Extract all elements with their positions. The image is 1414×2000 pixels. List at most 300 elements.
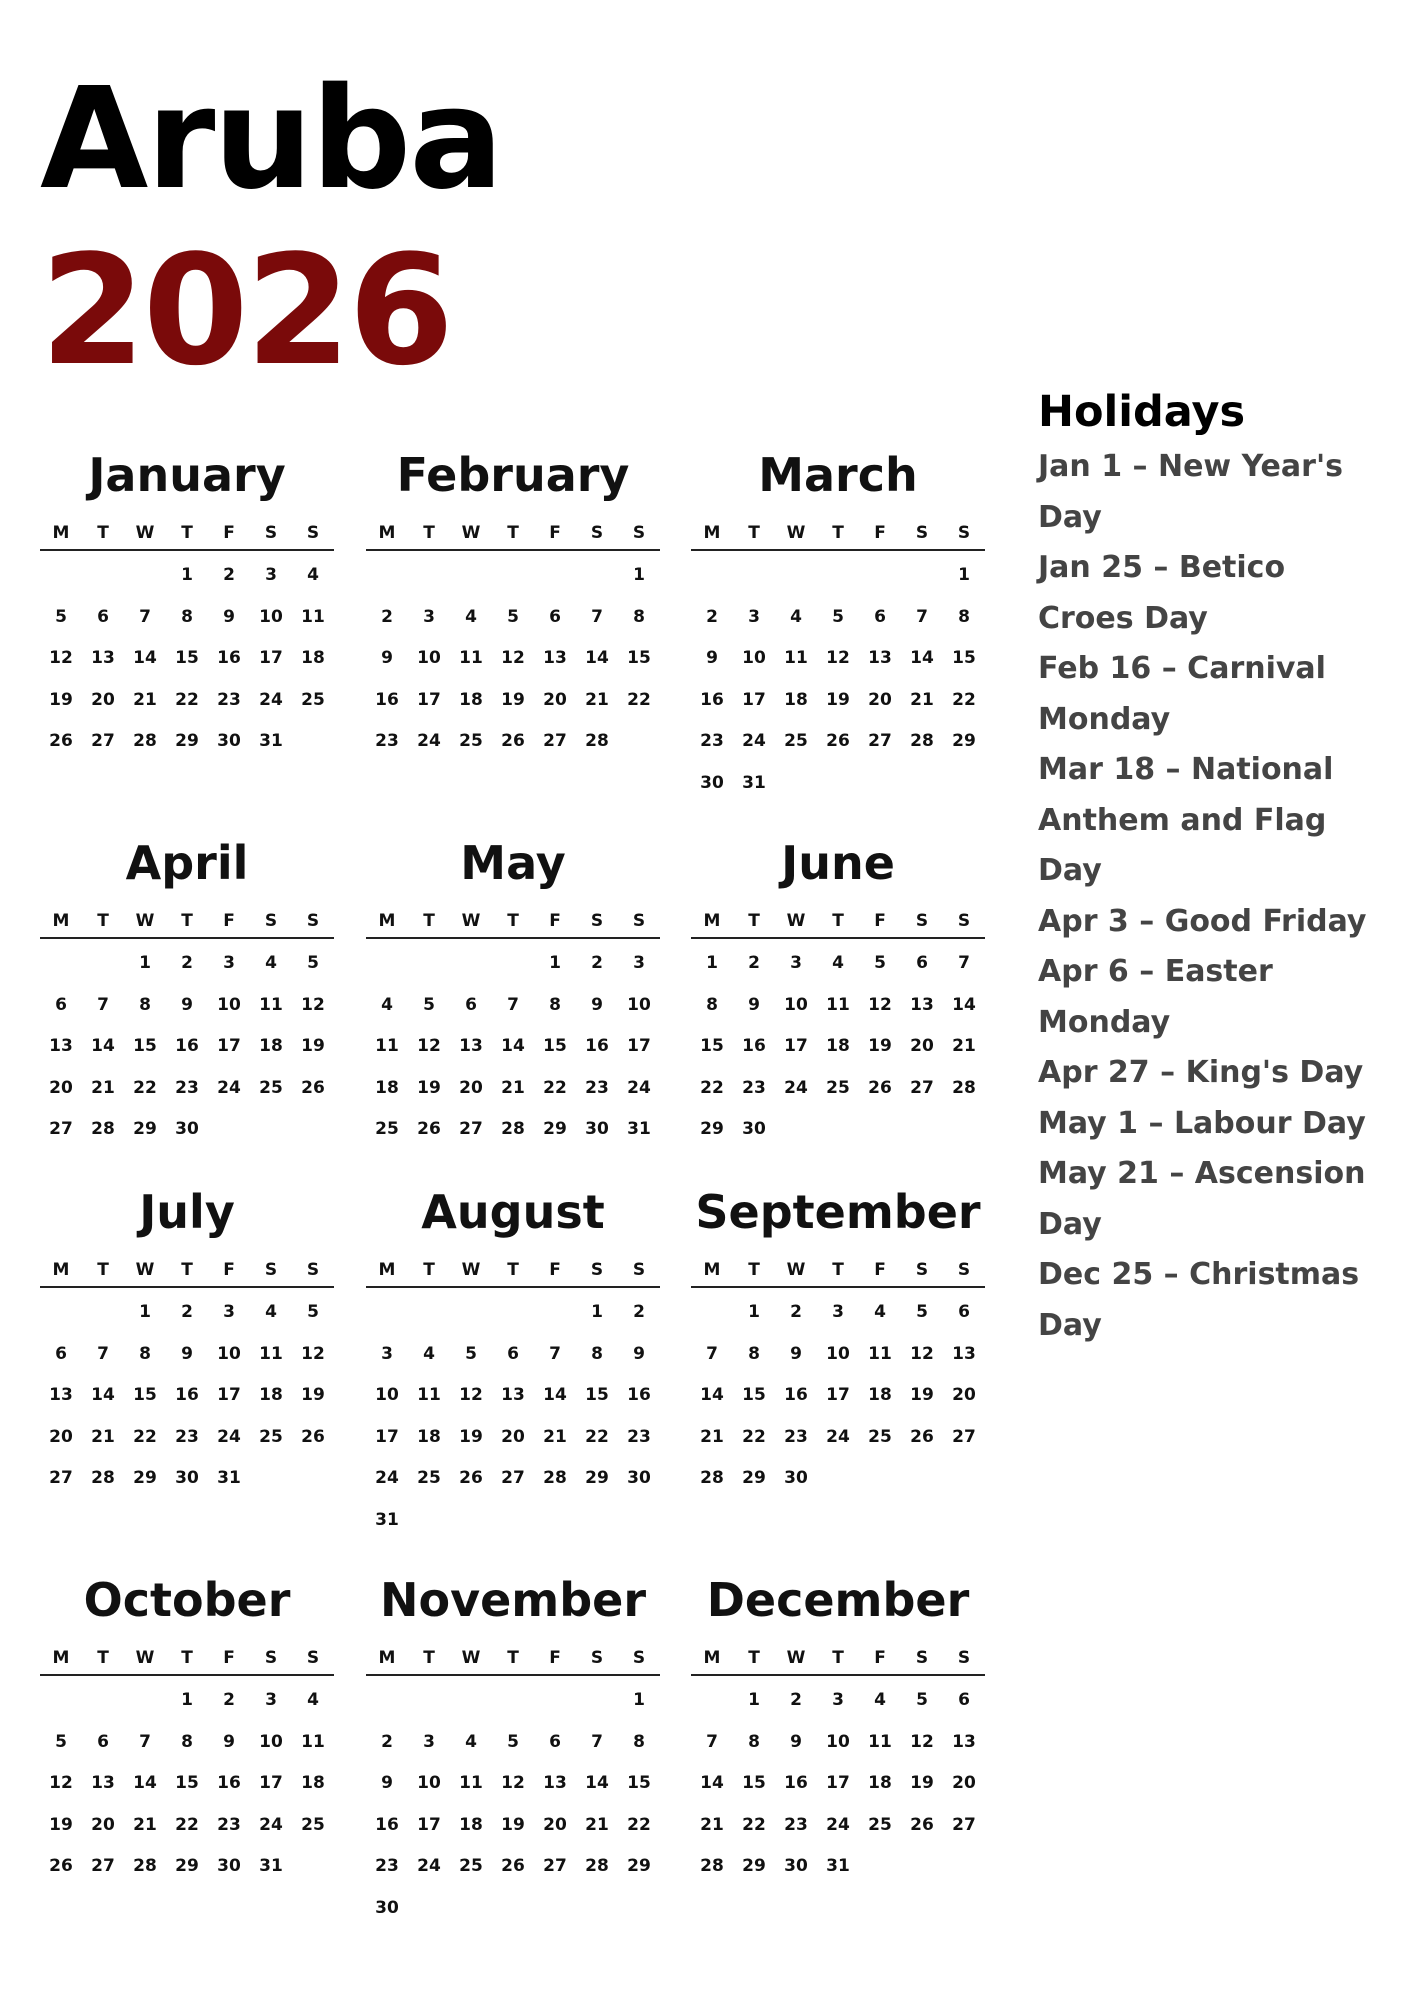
day-cell: 8 [748,1343,760,1364]
weekday-label: S [957,911,971,931]
day-cell: 24 [217,1426,241,1447]
day-cell: 16 [784,1385,808,1405]
day-cell: 13 [459,1036,483,1056]
month-name: December [706,1573,970,1627]
day-grid [40,939,334,1151]
day-cell: 8 [181,1731,193,1752]
day-grid [691,1676,985,1888]
week-row [691,1722,985,1764]
day-cell [40,1680,82,1722]
weekday-label: T [748,1260,760,1280]
weekday-label: M [52,523,70,543]
week-row [40,721,334,763]
holiday-list [1038,442,1398,1351]
day-grid [366,1288,660,1541]
day-cell: 7 [139,1731,151,1752]
holiday-line: Monday [1038,701,1171,737]
day-cell: 15 [627,1773,651,1793]
weekday-label: T [423,523,435,543]
weekday-label: F [223,1648,235,1668]
weekday-label: F [874,523,886,543]
day-cell: 23 [375,731,399,751]
week-row [691,985,985,1027]
day-cell: 2 [381,606,393,627]
day-cell: 1 [139,953,151,973]
week-row [691,1334,985,1376]
day-cell [492,1292,534,1334]
day-cell: 28 [133,731,157,751]
weekday-label: S [590,911,604,931]
day-cell: 28 [910,731,934,751]
week-row [366,1846,660,1888]
weekday-label: T [507,1648,519,1668]
day-cell: 10 [217,994,241,1015]
day-cell: 8 [181,606,193,627]
day-cell: 17 [259,1773,283,1793]
day-cell [901,1846,943,1888]
day-cell: 23 [217,689,241,710]
day-cell: 28 [501,1119,525,1139]
day-cell: 21 [133,689,157,710]
day-cell: 7 [139,606,151,627]
day-cell: 13 [91,648,115,668]
day-cell: 7 [706,1731,718,1752]
day-cell: 15 [133,1036,157,1056]
day-cell: 27 [49,1468,73,1488]
day-cell: 19 [910,1385,934,1405]
day-cell: 26 [501,1856,525,1876]
month-december [691,1570,985,1888]
holiday-line: Day [1038,1307,1102,1343]
day-cell [901,763,943,805]
weekday-header [366,905,660,939]
day-cell [292,721,334,763]
day-cell: 18 [868,1773,892,1793]
month-august [366,1182,660,1541]
month-september [691,1182,985,1500]
day-cell: 17 [217,1385,241,1405]
day-cell [450,943,492,985]
day-cell: 24 [417,1856,441,1876]
day-cell: 12 [868,994,892,1015]
day-cell [208,1109,250,1151]
day-cell: 25 [301,689,325,710]
week-row [366,721,660,763]
weekday-label: T [832,523,844,543]
week-row [691,721,985,763]
month-march [691,445,985,804]
weekday-label: S [264,911,278,931]
day-cell: 25 [868,1426,892,1447]
weekday-header [691,1254,985,1288]
day-cell: 30 [700,772,724,793]
day-cell: 26 [49,731,73,751]
day-cell: 14 [952,994,976,1015]
weekday-label: T [507,911,519,931]
day-cell: 12 [301,1343,325,1364]
day-cell [450,1500,492,1542]
day-cell [408,1500,450,1542]
weekday-label: M [52,1648,70,1668]
month-november [366,1570,660,1929]
holiday-line: Day [1038,853,1102,888]
day-cell: 12 [49,1773,73,1793]
day-cell [534,1500,576,1542]
week-row [691,1026,985,1068]
month-name: November [379,1573,647,1627]
day-cell [40,555,82,597]
month-name: August [421,1185,605,1239]
weekday-label: F [874,1260,886,1280]
day-cell: 4 [874,1302,886,1322]
day-cell: 6 [874,606,886,627]
day-cell: 28 [700,1468,724,1488]
day-cell: 15 [742,1773,766,1793]
week-row [40,1680,334,1722]
day-grid [40,1288,334,1500]
day-cell: 25 [459,731,483,751]
day-cell [618,1500,660,1542]
day-cell: 27 [952,1426,976,1447]
day-cell: 29 [627,1856,651,1876]
day-cell [943,1109,985,1151]
weekday-label: M [378,1260,396,1280]
day-cell [492,1888,534,1930]
day-cell: 29 [175,1856,199,1876]
day-cell: 29 [175,731,199,751]
day-cell [534,1680,576,1722]
weekday-label: T [97,1648,109,1668]
day-cell: 16 [742,1036,766,1056]
day-cell: 15 [175,1773,199,1793]
day-cell: 19 [501,689,525,710]
day-cell: 14 [700,1773,724,1793]
day-cell: 16 [375,1814,399,1835]
day-cell: 1 [633,1690,645,1710]
day-cell: 22 [133,1426,157,1447]
day-cell: 3 [832,1690,844,1710]
day-cell: 21 [501,1077,525,1098]
day-cell: 22 [133,1077,157,1098]
day-cell: 13 [868,648,892,668]
day-cell: 21 [952,1036,976,1056]
holiday-line: Day [1038,499,1102,535]
day-cell: 9 [223,606,235,627]
day-cell: 10 [259,1731,283,1752]
day-cell: 31 [259,1856,283,1876]
day-cell [250,1458,292,1500]
week-row [40,1763,334,1805]
weekday-label: F [549,523,561,543]
weekday-label: T [748,523,760,543]
day-cell: 8 [748,1731,760,1752]
day-cell: 7 [507,994,519,1015]
month-name: September [695,1185,981,1239]
day-cell: 8 [706,994,718,1015]
weekday-label: S [632,523,646,543]
day-cell [775,763,817,805]
weekday-label: T [832,1648,844,1668]
weekday-label: S [915,1260,929,1280]
day-cell: 4 [832,953,844,973]
day-cell: 24 [417,731,441,751]
day-cell: 17 [826,1385,850,1405]
day-cell: 3 [381,1343,393,1364]
day-cell: 23 [700,731,724,751]
week-row [40,555,334,597]
weekday-label: M [52,1260,70,1280]
week-row [366,943,660,985]
weekday-label: M [703,523,721,543]
day-cell: 8 [591,1343,603,1364]
week-row [366,1026,660,1068]
day-cell [450,1680,492,1722]
day-cell: 14 [91,1036,115,1056]
weekday-label: T [423,1648,435,1668]
day-cell: 25 [259,1426,283,1447]
day-cell: 5 [423,994,435,1015]
weekday-label: W [135,523,155,543]
weekday-label: T [97,911,109,931]
weekday-header [691,905,985,939]
day-cell: 27 [543,731,567,751]
week-row [366,1109,660,1151]
day-cell: 5 [55,1731,67,1752]
weekday-label: M [703,911,721,931]
day-cell: 12 [826,648,850,668]
weekday-header [691,1642,985,1676]
day-cell: 29 [952,731,976,751]
day-cell: 29 [543,1119,567,1139]
day-cell [124,1680,166,1722]
day-cell: 13 [91,1773,115,1793]
week-row [366,1375,660,1417]
day-cell: 6 [55,994,67,1015]
holiday-line: Day [1038,1206,1102,1242]
day-cell [492,1500,534,1542]
day-cell: 3 [832,1302,844,1322]
day-cell: 16 [585,1036,609,1056]
day-cell: 4 [307,565,319,585]
month-april [40,833,334,1151]
month-january [40,445,334,763]
day-cell: 11 [301,1731,325,1752]
day-grid [40,1676,334,1888]
week-row [366,985,660,1027]
day-cell [817,1458,859,1500]
day-cell: 28 [543,1468,567,1488]
day-cell: 30 [375,1897,399,1918]
day-cell [292,1109,334,1151]
day-cell: 4 [465,1731,477,1752]
day-cell: 6 [507,1343,519,1364]
day-cell: 23 [375,1856,399,1876]
day-cell: 6 [958,1690,970,1710]
day-cell: 24 [784,1077,808,1098]
day-cell: 22 [742,1426,766,1447]
day-cell: 18 [459,689,483,710]
day-cell: 12 [301,994,325,1015]
day-grid [691,551,985,804]
day-cell: 30 [175,1468,199,1488]
day-cell: 30 [217,731,241,751]
weekday-label: S [632,911,646,931]
day-cell: 23 [742,1077,766,1098]
day-cell: 26 [910,1814,934,1835]
day-cell [618,721,660,763]
day-cell: 4 [874,1690,886,1710]
day-cell: 21 [91,1426,115,1447]
day-cell: 6 [465,994,477,1015]
week-row [40,1846,334,1888]
day-cell [82,1292,124,1334]
day-cell: 6 [549,1731,561,1752]
week-row [691,1763,985,1805]
weekday-label: F [223,523,235,543]
week-row [691,943,985,985]
month-name: October [83,1573,291,1627]
day-cell: 6 [55,1343,67,1364]
day-cell: 9 [591,994,603,1015]
week-row [366,1500,660,1542]
holiday-line: May 1 – Labour Day [1038,1105,1366,1141]
weekday-label: M [52,911,70,931]
day-cell: 6 [97,606,109,627]
day-cell [534,555,576,597]
week-row [40,680,334,722]
week-row [691,1458,985,1500]
day-cell: 12 [501,648,525,668]
week-row [366,1763,660,1805]
weekday-label: F [549,1260,561,1280]
day-cell: 21 [91,1077,115,1098]
day-cell: 8 [633,1731,645,1752]
day-cell: 20 [49,1077,73,1098]
holiday-line: Anthem and Flag [1038,802,1327,838]
day-cell: 22 [543,1077,567,1098]
month-name: January [88,448,286,502]
day-cell [618,1888,660,1930]
day-cell: 10 [627,994,651,1015]
day-cell: 7 [591,606,603,627]
holidays-heading: Holidays [1038,387,1246,437]
week-row [366,597,660,639]
day-cell: 4 [381,994,393,1015]
day-cell [250,1109,292,1151]
day-cell: 11 [784,648,808,668]
day-cell: 9 [706,648,718,668]
day-cell: 9 [381,1773,393,1793]
holiday-line: Mar 18 – National [1038,752,1334,787]
day-cell: 27 [49,1119,73,1139]
weekday-label: W [786,1648,806,1668]
month-may [366,833,660,1151]
day-cell: 20 [459,1077,483,1098]
day-cell: 24 [826,1426,850,1447]
day-cell: 10 [375,1385,399,1405]
day-cell: 31 [627,1119,651,1139]
day-grid [366,551,660,763]
day-cell: 2 [223,565,235,585]
day-cell: 1 [591,1302,603,1322]
weekday-label: W [461,911,481,931]
day-cell: 11 [375,1036,399,1056]
weekday-header [40,905,334,939]
day-cell [408,943,450,985]
day-cell: 19 [49,689,73,710]
day-cell: 4 [265,1302,277,1322]
week-row [366,1458,660,1500]
weekday-label: T [97,523,109,543]
weekday-label: W [461,1260,481,1280]
week-row [40,1805,334,1847]
day-cell: 25 [417,1468,441,1488]
day-cell: 3 [223,1302,235,1322]
week-row [366,680,660,722]
day-cell: 9 [790,1343,802,1364]
day-cell: 23 [175,1426,199,1447]
day-cell: 24 [627,1077,651,1098]
day-cell: 12 [49,648,73,668]
day-cell: 2 [748,953,760,973]
day-cell [859,763,901,805]
day-cell: 21 [910,689,934,710]
day-cell: 5 [307,1302,319,1322]
day-cell: 7 [958,953,970,973]
day-cell: 3 [748,606,760,627]
holiday-line: Jan 1 – New Year's [1038,449,1343,484]
day-cell: 1 [633,565,645,585]
weekday-label: T [832,911,844,931]
day-cell: 27 [952,1814,976,1835]
week-row [691,1375,985,1417]
weekday-label: S [306,523,320,543]
day-cell: 18 [784,689,808,710]
week-row [691,680,985,722]
weekday-label: S [632,1260,646,1280]
day-cell: 31 [217,1468,241,1488]
day-cell: 16 [217,648,241,668]
day-cell: 16 [217,1773,241,1793]
day-cell [408,1680,450,1722]
day-cell: 31 [375,1509,399,1530]
day-cell: 7 [916,606,928,627]
day-cell [450,1292,492,1334]
week-row [40,1109,334,1151]
day-cell: 9 [181,994,193,1015]
day-cell: 19 [417,1077,441,1098]
day-cell: 30 [627,1468,651,1488]
day-cell [943,763,985,805]
day-cell: 11 [259,994,283,1015]
day-cell: 28 [585,731,609,751]
weekday-label: S [306,911,320,931]
day-cell: 20 [910,1036,934,1056]
day-cell: 26 [49,1856,73,1876]
holiday-line: Monday [1038,1004,1171,1040]
day-cell: 1 [181,1690,193,1710]
day-cell: 22 [175,689,199,710]
day-cell [901,555,943,597]
day-cell: 19 [301,1385,325,1405]
day-cell: 26 [868,1077,892,1098]
day-cell: 23 [175,1077,199,1098]
week-row [366,1068,660,1110]
day-cell: 5 [507,1731,519,1752]
weekday-label: W [786,1260,806,1280]
weekday-label: S [590,1260,604,1280]
day-cell: 12 [417,1036,441,1056]
